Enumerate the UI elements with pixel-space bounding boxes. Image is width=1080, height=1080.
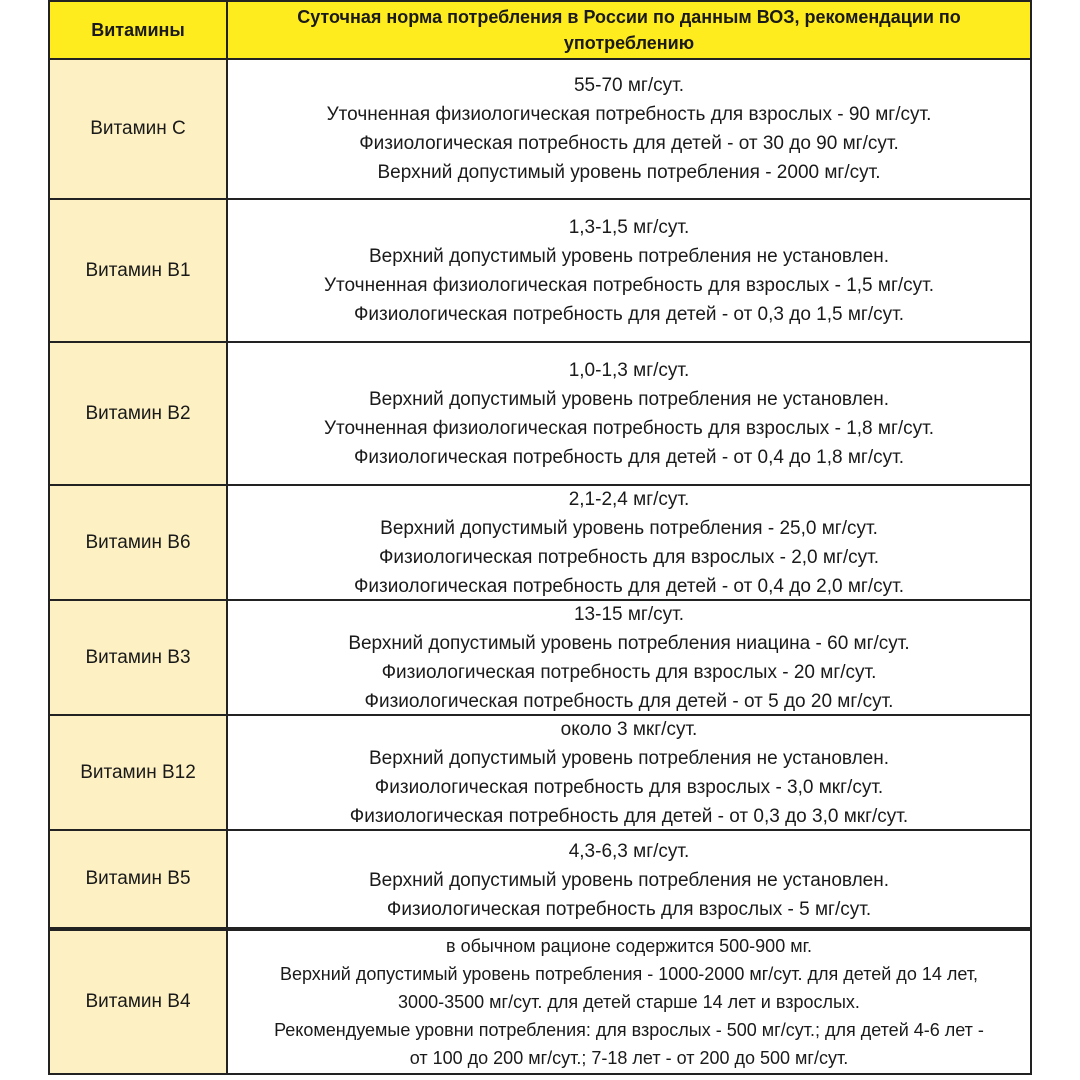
table-row — [48, 60, 1032, 200]
table-row — [48, 601, 1032, 716]
desc-line: 1,0-1,3 мг/сут. — [568, 359, 690, 381]
vitamin-name: Витамин В2 — [48, 343, 228, 484]
table-row — [48, 486, 1032, 601]
vitamin-name: Витамин В1 — [48, 200, 228, 341]
vitamin-table — [48, 0, 1032, 1075]
desc-line: Верхний допустимый уровень потребления не установлен. — [368, 870, 890, 891]
vitamin-name: Витамин В5 — [48, 831, 228, 927]
vitamin-description — [228, 200, 1032, 341]
header-daily-norm: Суточная норма потребления в России по данным ВОЗ, рекомендации по употреблению — [228, 2, 1032, 58]
header-vitamins: Витамины — [48, 2, 228, 58]
table-row — [48, 716, 1032, 831]
table-row — [48, 929, 1032, 1075]
table-row — [48, 200, 1032, 343]
vitamin-name: Витамин В3 — [48, 601, 228, 714]
desc-line: Рекомендуемые уровни потребления: для взрослых - 500 мг/сут.; для детей 4-6 лет - — [274, 1020, 984, 1040]
desc-line: Верхний допустимый уровень потребления не установлен. — [368, 388, 890, 410]
table-row — [48, 831, 1032, 929]
desc-line: 4,3-6,3 мг/сут. — [568, 841, 690, 862]
desc-line: Верхний допустимый уровень потребления - 1000-2000 мг/сут. для детей до 14 лет, — [279, 964, 979, 984]
desc-line: 55-70 мг/сут. — [573, 75, 685, 96]
desc-line: Верхний допустимый уровень потребления - 2000 мг/сут. — [377, 162, 881, 183]
vitamin-name: Витамин С — [48, 60, 228, 198]
vitamin-name: Витамин В4 — [48, 931, 228, 1073]
desc-line: Верхний допустимый уровень потребления не установлен. — [368, 747, 890, 769]
vitamin-description — [228, 716, 1032, 829]
desc-line: около 3 мкг/сут. — [560, 718, 698, 740]
desc-line: Физиологическая потребность для детей - от 5 до 20 мг/сут. — [364, 690, 894, 712]
desc-line: от 100 до 200 мг/сут.; 7-18 лет - от 200 до 500 мг/сут. — [409, 1048, 849, 1068]
desc-line: 13-15 мг/сут. — [573, 603, 685, 625]
desc-line: Физиологическая потребность для детей - от 0,4 до 2,0 мг/сут. — [353, 575, 905, 597]
desc-line: Физиологическая потребность для детей - от 0,4 до 1,8 мг/сут. — [353, 446, 905, 468]
desc-line: Физиологическая потребность для детей - от 0,3 до 1,5 мг/сут. — [353, 303, 905, 325]
desc-line: Верхний допустимый уровень потребления не установлен. — [368, 245, 890, 267]
vitamin-description — [228, 601, 1032, 714]
desc-line: 3000-3500 мг/сут. для детей старше 14 лет и взрослых. — [398, 992, 860, 1012]
vitamin-name: Витамин В12 — [48, 716, 228, 829]
vitamin-description — [228, 931, 1032, 1073]
table-header — [48, 0, 1032, 60]
vitamin-description — [228, 60, 1032, 198]
desc-line: Физиологическая потребность для взрослых - 5 мг/сут. — [386, 899, 872, 920]
desc-line: Физиологическая потребность для детей - от 30 до 90 мг/сут. — [359, 133, 899, 154]
desc-line: Уточненная физиологическая потребность для взрослых - 1,8 мг/сут. — [323, 417, 935, 439]
desc-line: 1,3-1,5 мг/сут. — [568, 216, 690, 238]
desc-line: Верхний допустимый уровень потребления ниацина - 60 мг/сут. — [348, 632, 910, 654]
vitamin-name: Витамин В6 — [48, 486, 228, 599]
table-row — [48, 343, 1032, 486]
vitamin-description — [228, 486, 1032, 599]
vitamin-description — [228, 831, 1032, 927]
desc-line: Физиологическая потребность для детей - от 0,3 до 3,0 мкг/сут. — [349, 805, 909, 827]
desc-line: Уточненная физиологическая потребность для взрослых - 90 мг/сут. — [326, 104, 932, 125]
desc-line: Физиологическая потребность для взрослых - 3,0 мкг/сут. — [374, 776, 884, 798]
desc-line: 2,1-2,4 мг/сут. — [568, 488, 690, 510]
desc-line: в обычном рационе содержится 500-900 мг. — [446, 936, 812, 956]
desc-line: Уточненная физиологическая потребность для взрослых - 1,5 мг/сут. — [323, 274, 935, 296]
desc-line: Физиологическая потребность для взрослых - 20 мг/сут. — [381, 661, 877, 683]
vitamin-description — [228, 343, 1032, 484]
desc-line: Физиологическая потребность для взрослых - 2,0 мг/сут. — [378, 546, 880, 568]
desc-line: Верхний допустимый уровень потребления - 25,0 мг/сут. — [380, 517, 878, 539]
